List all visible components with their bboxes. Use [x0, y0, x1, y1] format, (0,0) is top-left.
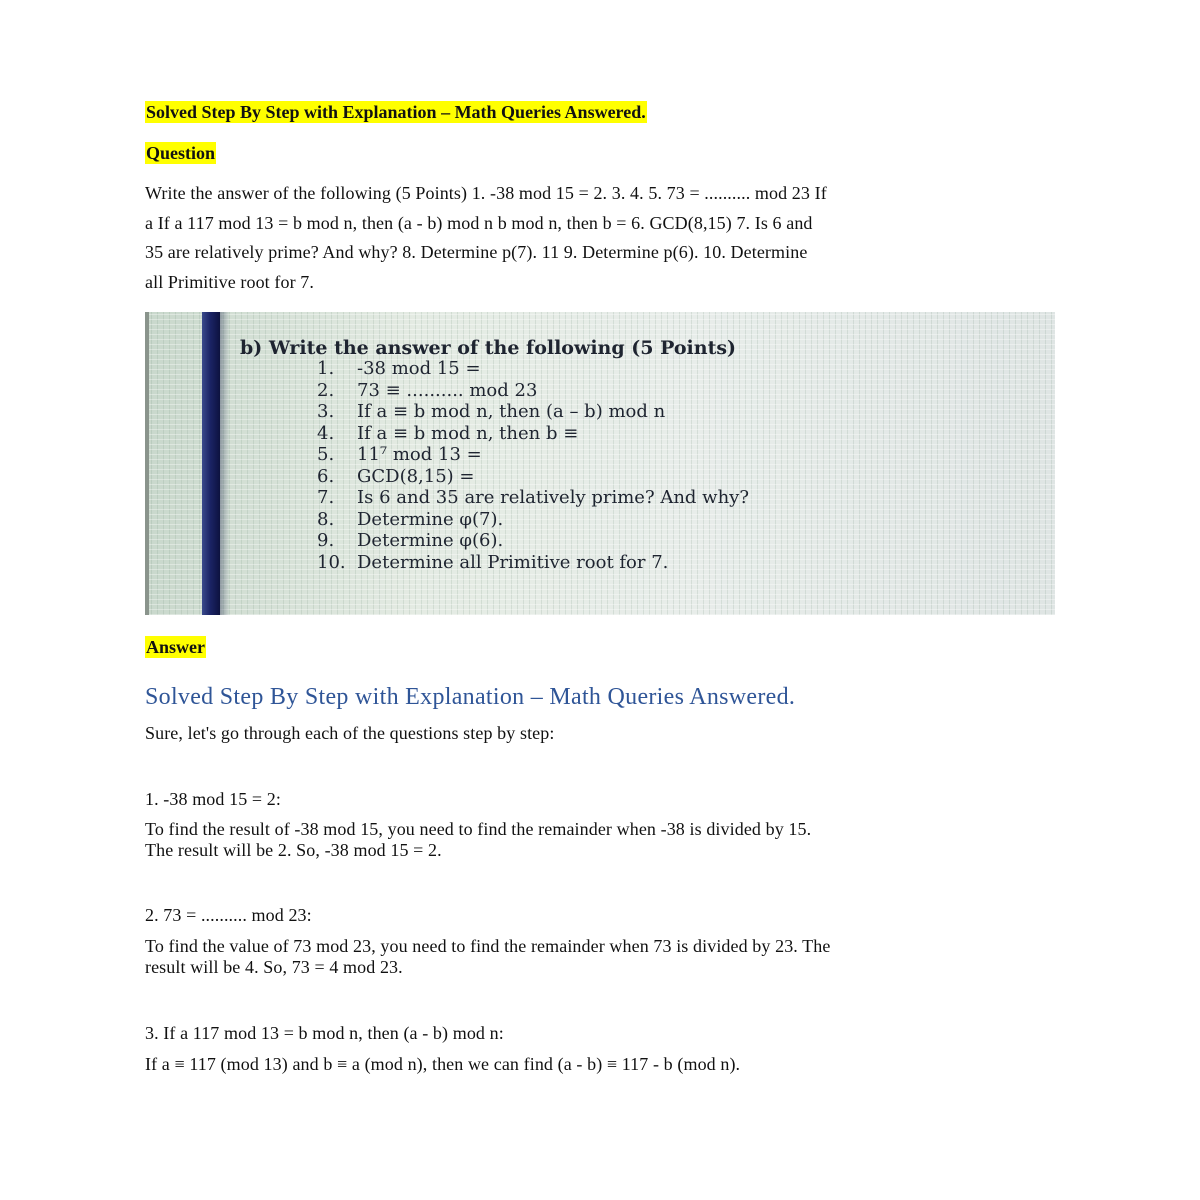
- question-line: all Primitive root for 7.: [145, 271, 314, 292]
- photo-item-text: If a ≡ b mod n, then b ≡: [357, 422, 579, 444]
- answer-heading: [145, 636, 206, 658]
- photo-item-number: 8.: [317, 508, 335, 530]
- photo-item-text: Determine φ(7).: [357, 508, 504, 530]
- photo-edge: [145, 312, 149, 615]
- step-heading: 3. If a 117 mod 13 = b mod n, then (a - b) mod n:: [145, 1023, 504, 1043]
- photo-question-list: [317, 358, 749, 573]
- question-line: 35 are relatively prime? And why? 8. Determine p(7). 11 9. Determine p(6). 10. Determine: [145, 242, 808, 262]
- photo-item-number: 6.: [317, 465, 335, 487]
- question-label: Question: [146, 143, 216, 163]
- photo-item-text: Determine φ(6).: [357, 530, 504, 551]
- photo-list-item: [317, 487, 749, 509]
- photo-item-number: 5.: [317, 444, 335, 465]
- question-photo: [145, 312, 1055, 615]
- photo-list-item: [317, 444, 749, 466]
- photo-item-number: 10.: [317, 551, 346, 573]
- photo-list-item: [317, 358, 749, 380]
- step-line: The result will be 2. So, -38 mod 15 = 2.: [145, 840, 442, 860]
- step-line: To find the value of 73 mod 23, you need to find the remainder when 73 is divided by 23. The: [145, 936, 831, 956]
- answer-title: Solved Step By Step with Explanation – Math Queries Answered.: [145, 684, 796, 710]
- photo-list-item: [317, 552, 749, 574]
- photo-item-number: 7.: [317, 487, 335, 508]
- step-heading: 2. 73 = .......... mod 23:: [145, 905, 312, 925]
- step-line: To find the result of -38 mod 15, you need to find the remainder when -38 is divided by 15.: [145, 819, 812, 839]
- photo-item-text: -38 mod 15 =: [357, 358, 481, 379]
- photo-item-number: 4.: [317, 422, 335, 444]
- step-explanation: [145, 936, 1075, 978]
- step-heading: 1. -38 mod 15 = 2:: [145, 789, 281, 809]
- document-title: [145, 101, 647, 123]
- question-line: a If a 117 mod 13 = b mod n, then (a - b) mod n b mod n, then b = 6. GCD(8,15) 7. Is 6 and: [145, 212, 813, 233]
- answer-intro: Sure, let's go through each of the questions step by step:: [145, 723, 555, 743]
- photo-bar-shadow: [220, 312, 230, 615]
- photo-item-text: Is 6 and 35 are relatively prime? And why?: [357, 487, 749, 508]
- step-explanation: [145, 819, 1075, 861]
- photo-item-text: 11⁷ mod 13 =: [357, 444, 482, 465]
- photo-list-item: [317, 380, 749, 402]
- answer-label: Answer: [146, 637, 205, 657]
- step-line: If a ≡ 117 (mod 13) and b ≡ a (mod n), then we can find (a - b) ≡ 117 - b (mod n).: [145, 1054, 741, 1074]
- photo-list-item: [317, 530, 749, 552]
- photo-item-text: 73 ≡ .......... mod 23: [357, 379, 538, 401]
- photo-heading: b) Write the answer of the following (5 Points): [240, 337, 737, 359]
- question-paragraph: [145, 179, 1075, 297]
- document-title-text: Solved Step By Step with Explanation – Math Queries Answered.: [146, 102, 646, 122]
- photo-item-text: GCD(8,15) =: [357, 465, 475, 487]
- photo-list-item: [317, 509, 749, 531]
- question-line: Write the answer of the following (5 Points) 1. -38 mod 15 = 2. 3. 4. 5. 73 = .......... mod 23 If: [145, 183, 827, 203]
- photo-item-number: 9.: [317, 530, 335, 551]
- step-line: result will be 4. So, 73 = 4 mod 23.: [145, 957, 403, 977]
- photo-item-number: 2.: [317, 379, 335, 401]
- photo-binder-bar: [202, 312, 220, 615]
- photo-item-text: If a ≡ b mod n, then (a – b) mod n: [357, 401, 666, 422]
- step-explanation: [145, 1054, 1075, 1075]
- photo-list-item: [317, 423, 749, 445]
- photo-list-item: [317, 401, 749, 423]
- photo-item-text: Determine all Primitive root for 7.: [357, 551, 669, 573]
- question-heading: [145, 142, 216, 164]
- photo-item-number: 1.: [317, 358, 335, 379]
- photo-list-item: [317, 466, 749, 488]
- photo-item-number: 3.: [317, 401, 335, 422]
